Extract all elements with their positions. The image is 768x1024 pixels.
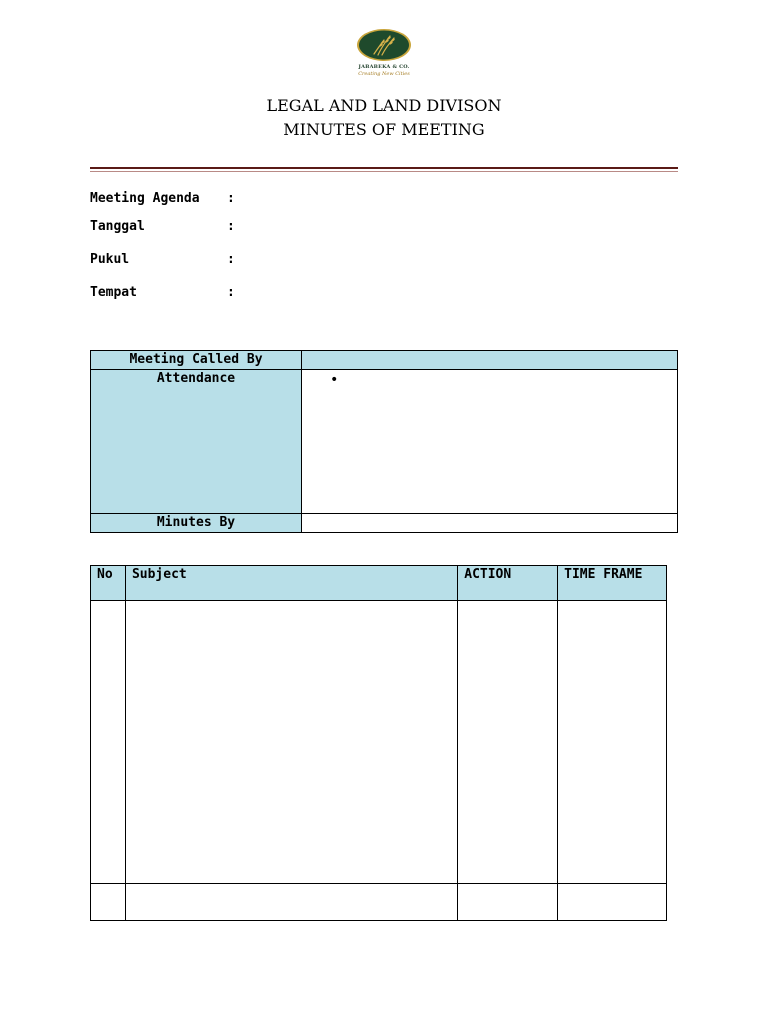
field-label: Meeting Agenda	[90, 191, 200, 206]
field-colon: :	[227, 219, 235, 234]
attendance-value[interactable]	[302, 370, 678, 514]
logo-emblem-icon	[356, 28, 412, 62]
table-header-row	[91, 566, 667, 601]
cell-time-frame[interactable]	[558, 601, 667, 884]
cell-subject[interactable]	[125, 601, 457, 884]
minutes-by-label: Minutes By	[91, 514, 302, 533]
field-colon: :	[227, 252, 235, 267]
table-row	[91, 601, 667, 884]
table-row	[91, 351, 678, 370]
action-items-table	[90, 565, 667, 921]
column-header-action: ACTION	[458, 566, 558, 601]
meeting-info-table	[90, 350, 678, 533]
column-header-subject: Subject	[125, 566, 457, 601]
field-pukul	[90, 252, 235, 267]
column-header-no: No	[91, 566, 126, 601]
cell-subject[interactable]	[125, 884, 457, 921]
cell-time-frame[interactable]	[558, 884, 667, 921]
field-tanggal	[90, 219, 235, 234]
field-colon: :	[227, 191, 235, 206]
table-row	[91, 884, 667, 921]
field-meeting-agenda	[90, 191, 235, 206]
document-title-minutes: MINUTES OF MEETING	[283, 120, 485, 139]
cell-action[interactable]	[458, 601, 558, 884]
cell-action[interactable]	[458, 884, 558, 921]
attendance-label: Attendance	[91, 370, 302, 514]
table-row	[91, 514, 678, 533]
header-divider	[90, 167, 678, 169]
field-label: Tanggal	[90, 219, 145, 234]
logo-company-name: JABABEKA & CO.	[358, 64, 410, 70]
cell-no[interactable]	[91, 884, 126, 921]
field-label: Tempat	[90, 285, 137, 300]
company-logo	[354, 28, 414, 86]
header-divider-thin	[90, 171, 678, 172]
field-tempat	[90, 285, 235, 300]
document-title-division: LEGAL AND LAND DIVISON	[266, 96, 502, 115]
column-header-time-frame: TIME FRAME	[558, 566, 667, 601]
field-colon: :	[227, 285, 235, 300]
logo-tagline: Creating New Cities	[358, 71, 410, 77]
minutes-by-value[interactable]	[302, 514, 678, 533]
field-label: Pukul	[90, 252, 130, 267]
meeting-called-by-value[interactable]	[302, 351, 678, 370]
attendance-bullet: •	[330, 372, 339, 388]
cell-no[interactable]	[91, 601, 126, 884]
meeting-called-by-label: Meeting Called By	[91, 351, 302, 370]
table-row	[91, 370, 678, 514]
